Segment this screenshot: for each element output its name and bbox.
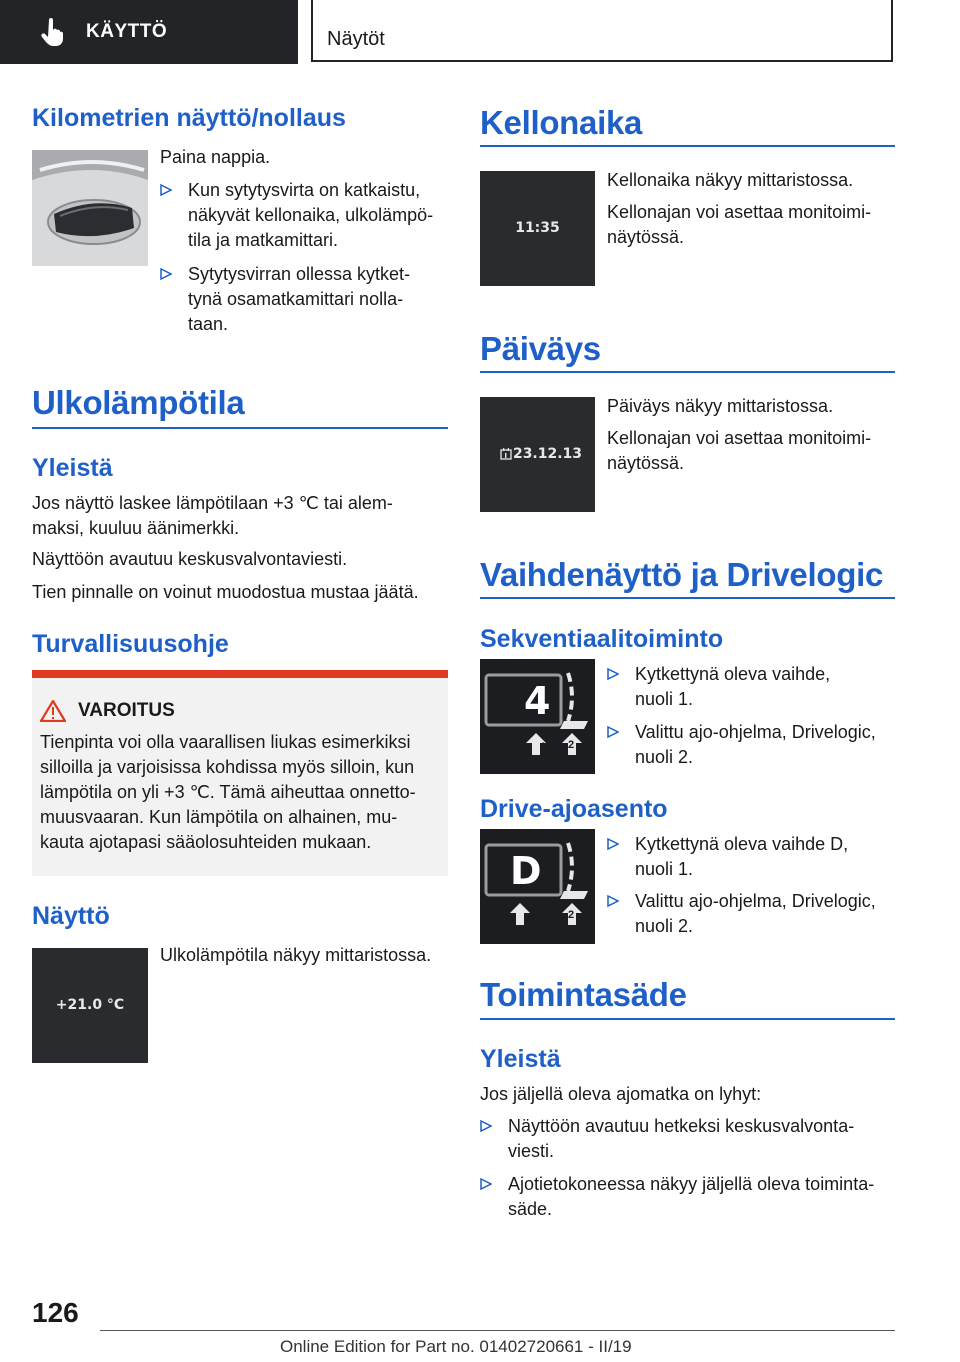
arrow-label-1: 1 [528, 911, 535, 923]
bullet-line: Sytytysvirran ollessa kytket- [188, 264, 411, 284]
heading-rule [480, 597, 895, 599]
section-title-date: Päiväys [480, 330, 601, 367]
warning-line: Tienpinta voi olla vaarallisen liukas esimerkiksi [40, 732, 411, 752]
warning-line: silloilla ja varjoisissa kohdissa myös silloin, kun [40, 757, 415, 777]
bullet-line: nuoli 1. [635, 689, 694, 709]
bullet-line: nuoli 2. [635, 747, 694, 767]
paragraph [32, 491, 452, 541]
temperature-readout: +21.0 °C [55, 997, 125, 1013]
arrow-label-1: 1 [540, 741, 547, 753]
list-item [480, 1172, 900, 1224]
triangle-bullet-icon [607, 838, 619, 850]
section-title-ulko: Ulkolämpötila [32, 384, 245, 421]
bullet-line: Valittu ajo-ohjelma, Drivelogic, [635, 722, 876, 742]
edition-text: Online Edition for Part no. 01402720661 - II/19 [280, 1337, 632, 1356]
triangle-bullet-icon [480, 1120, 492, 1132]
section-title-clock: Kellonaika [480, 104, 643, 141]
page-number: 126 [32, 1297, 79, 1328]
bullet-line: Valittu ajo-ohjelma, Drivelogic, [635, 891, 876, 911]
list-item [160, 178, 450, 258]
paragraph [607, 426, 897, 476]
bullet-line: Kytkettynä oleva vaihde, [635, 664, 831, 684]
bullet-line: nuoli 1. [635, 859, 694, 879]
button-photo [32, 150, 148, 266]
paragraph [607, 200, 897, 250]
warning-line: lämpötila on yli +3 ℃. Tämä aiheuttaa onnetto- [40, 782, 416, 802]
bullet-line: tila ja matkamittari. [188, 230, 339, 250]
bullet-line: näkyvät kellonaika, ulkolämpö- [188, 205, 434, 225]
temperature-display-image [32, 948, 148, 1063]
drive-gear-image [480, 829, 595, 944]
subsection-title-range-yleista: Yleistä [480, 1045, 561, 1073]
footer-rule [100, 1330, 895, 1331]
date-display-image [480, 397, 595, 512]
warning-line: kauta ajotapasi sääolosuhteiden mukaan. [40, 832, 372, 852]
subsection-title-yleista: Yleistä [32, 454, 113, 482]
warning-triangle-icon [40, 700, 66, 722]
paragraph: Näyttöön avautuu keskusvalvontaviesti. [32, 549, 348, 569]
gear-number: 4 [524, 679, 551, 723]
bullet-line: Näyttöön avautuu hetkeksi keskusvalvonta- [508, 1116, 855, 1136]
paragraph-line: näytössä. [607, 453, 685, 473]
section-title-range: Toimintasäde [480, 976, 687, 1013]
list-item [607, 720, 897, 772]
clock-display-image [480, 171, 595, 286]
subsection-title-drive: Drive-ajoasento [480, 795, 668, 823]
warning-box [32, 670, 448, 876]
paragraph: Tien pinnalle on voinut muodostua mustaa jäätä. [32, 582, 419, 602]
paragraph-line: näytössä. [607, 227, 685, 247]
warning-bar [32, 670, 448, 678]
section-tab [0, 0, 298, 64]
subsection-title-safety: Turvallisuusohje [32, 630, 229, 658]
heading-rule [32, 427, 448, 429]
bullet-line: Ajotietokoneessa näkyy jäljellä oleva toiminta- [508, 1174, 875, 1194]
hand-pointer-icon [40, 18, 64, 46]
bullet-line: nuoli 2. [635, 916, 694, 936]
bullet-line: taan. [188, 314, 229, 334]
reset-button-illustration [32, 150, 148, 266]
paragraph: Ulkolämpötila näkyy mittaristossa. [160, 945, 432, 965]
triangle-bullet-icon [607, 668, 619, 680]
bullet-line: tynä osamatkamittari nolla- [188, 289, 404, 309]
triangle-bullet-icon [607, 726, 619, 738]
bullet-line: säde. [508, 1199, 553, 1219]
paragraph: Jos jäljellä oleva ajomatka on lyhyt: [480, 1084, 762, 1104]
paragraph: Kellonaika näkyy mittaristossa. [607, 170, 854, 190]
triangle-bullet-icon [607, 895, 619, 907]
heading-rule [480, 145, 895, 147]
paragraph-line: Kellonajan voi asettaa monitoimi- [607, 202, 872, 222]
bullet-line: Kytkettynä oleva vaihde D, [635, 834, 849, 854]
list-item [607, 832, 897, 884]
heading-rule [480, 371, 895, 373]
gear-letter: D [510, 849, 542, 893]
bullet-line: viesti. [508, 1141, 555, 1161]
warning-line: muusvaaran. Kun lämpötila on alhainen, mu- [40, 807, 398, 827]
subsection-title-naytto: Näyttö [32, 902, 110, 930]
date-readout: 23.12.13 [512, 446, 583, 462]
chapter-tab [311, 0, 893, 62]
arrow-label-2: 2 [568, 739, 575, 751]
section-title-km: Kilometrien näyttö/nollaus [32, 104, 346, 132]
triangle-bullet-icon [480, 1178, 492, 1190]
heading-rule [480, 1018, 895, 1020]
km-intro: Paina nappia. [160, 147, 271, 167]
paragraph-line: maksi, kuuluu äänimerkki. [32, 518, 240, 538]
warning-title: VAROITUS [78, 700, 175, 721]
list-item [607, 889, 897, 941]
list-item [607, 662, 897, 714]
paragraph: Päiväys näkyy mittaristossa. [607, 396, 834, 416]
list-item [160, 262, 450, 342]
bullet-line: Kun sytytysvirta on katkaistu, [188, 180, 421, 200]
sequential-gear-image [480, 659, 595, 774]
triangle-bullet-icon [160, 268, 172, 280]
subsection-title-seq: Sekventiaalitoiminto [480, 625, 724, 653]
paragraph-line: Jos näyttö laskee lämpötilaan +3 ℃ tai alem- [32, 493, 393, 513]
section-tab-label: KÄYTTÖ [86, 21, 168, 42]
list-item [480, 1114, 900, 1166]
paragraph-line: Kellonajan voi asettaa monitoimi- [607, 428, 872, 448]
chapter-tab-label: Näytöt [327, 28, 385, 50]
triangle-bullet-icon [160, 184, 172, 196]
section-title-gear: Vaihdenäyttö ja Drivelogic [480, 556, 883, 593]
arrow-label-2: 2 [568, 909, 575, 921]
clock-readout: 11:35 [515, 220, 560, 236]
warning-body [40, 730, 440, 855]
